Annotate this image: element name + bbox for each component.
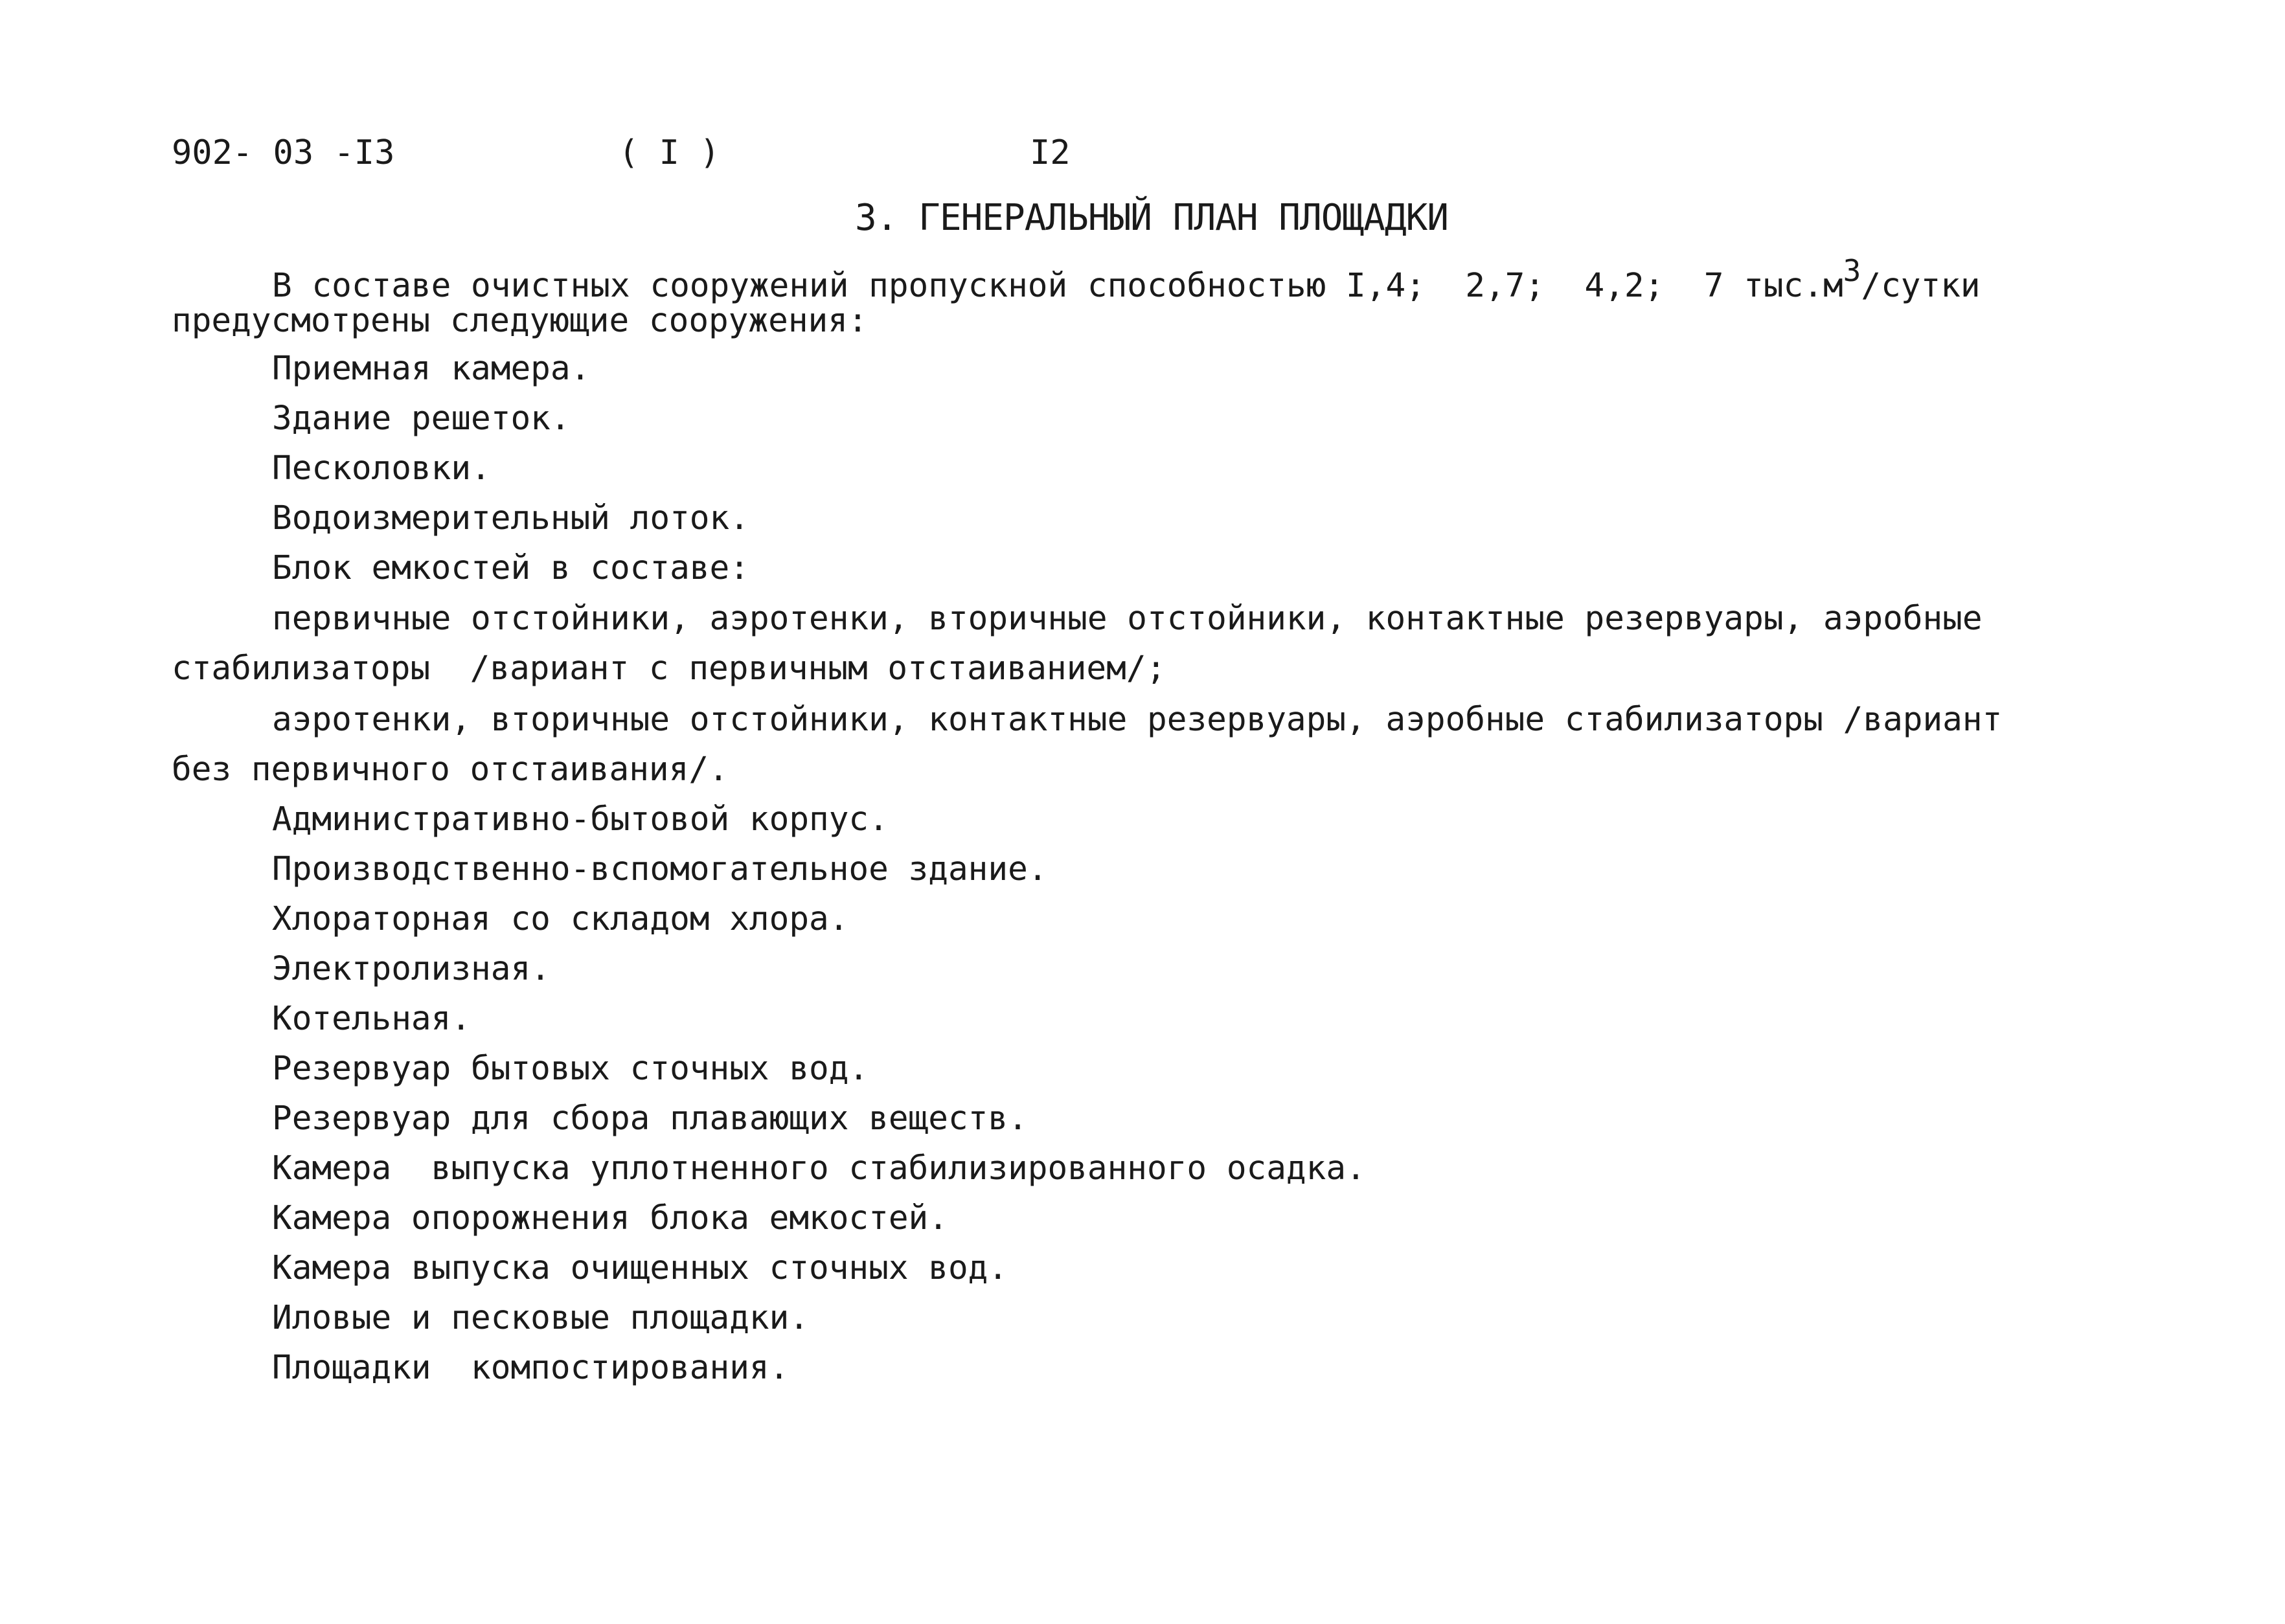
list-item: Блок емкостей в составе: [272,549,749,587]
list-item: Песколовки. [272,449,491,488]
intro-unit-end: /сутки [1861,267,1981,305]
document-code: 902- 03 -I3 [172,133,395,172]
intro-text: В составе очистных сооружений пропускной способностью I,4; 2,7; 4,2; 7 тыс.м [272,267,1843,305]
list-item: Здание решеток. [272,400,571,438]
list-item: Камера опорожнения блока емкостей. [272,1199,948,1237]
list-item: Приемная камера. [272,350,591,388]
section-title: 3. ГЕНЕРАЛЬНЫЙ ПЛАН ПЛОЩАДКИ [855,197,1449,239]
list-item: Камера выпуска очищенных сточных вод. [272,1249,1008,1287]
variant-2-line-2: без первичного отстаивания/. [172,750,729,789]
list-item: Электролизная. [272,950,551,988]
list-item: Административно-бытовой корпус. [272,800,889,839]
unit-superscript: 3 [1843,253,1861,288]
variant-1-line-1: первичные отстойники, аэротенки, вторичные отстойники, контактные резервуары, аэробные [272,600,1983,638]
intro-line-1 [272,253,1981,306]
list-item: Производственно-вспомогательное здание. [272,850,1048,888]
list-item: Площадки компостирования. [272,1349,790,1387]
list-item: Резервуар бытовых сточных вод. [272,1050,869,1088]
list-item: Иловые и песковые площадки. [272,1299,810,1337]
part-number: ( I ) [619,133,720,172]
list-item: Хлораторная со складом хлора. [272,900,849,938]
list-item: Котельная. [272,1000,472,1038]
variant-1-line-2: стабилизаторы /вариант с первичным отстаиванием/; [172,649,1166,688]
list-item: Камера выпуска уплотненного стабилизированного осадка. [272,1149,1366,1188]
intro-line-2: предусмотрены следующие сооружения: [172,302,868,340]
page-number: I2 [1030,133,1071,172]
variant-2-line-1: аэротенки, вторичные отстойники, контактные резервуары, аэробные стабилизаторы /вариант [272,701,2003,739]
list-item: Водоизмерительный лоток. [272,499,749,537]
list-item: Резервуар для сбора плавающих веществ. [272,1100,1028,1138]
